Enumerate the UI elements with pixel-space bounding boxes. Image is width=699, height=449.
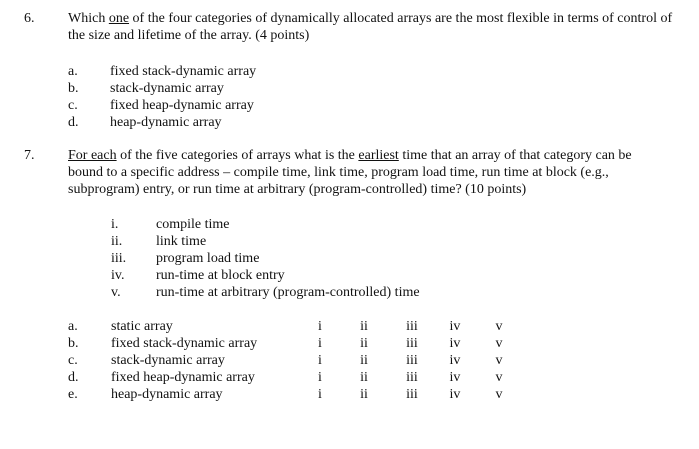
time-list-item bbox=[111, 250, 471, 267]
choice-letter: a. bbox=[68, 64, 78, 79]
option-i[interactable]: i bbox=[318, 319, 322, 334]
time-text: compile time bbox=[156, 217, 230, 232]
choice-letter: c. bbox=[68, 98, 78, 113]
time-list-item bbox=[111, 267, 471, 284]
category-text: heap-dynamic array bbox=[111, 387, 223, 402]
category-row bbox=[68, 386, 528, 403]
category-text: static array bbox=[111, 319, 173, 334]
category-row bbox=[68, 369, 528, 386]
category-text: fixed heap-dynamic array bbox=[111, 370, 255, 385]
option-ii[interactable]: ii bbox=[360, 353, 368, 368]
question-7-text bbox=[68, 147, 668, 198]
option-ii[interactable]: ii bbox=[360, 336, 368, 351]
option-v[interactable]: v bbox=[495, 336, 503, 351]
time-list-item bbox=[111, 216, 471, 233]
option-iv[interactable]: iv bbox=[449, 336, 461, 351]
option-iii[interactable]: iii bbox=[406, 370, 418, 385]
question-7-text-underlined-1: For each bbox=[68, 148, 117, 163]
question-6-choice[interactable] bbox=[68, 97, 368, 114]
option-iii[interactable]: iii bbox=[406, 353, 418, 368]
option-iii[interactable]: iii bbox=[406, 387, 418, 402]
option-i[interactable]: i bbox=[318, 336, 322, 351]
option-i[interactable]: i bbox=[318, 370, 322, 385]
time-numeral: i. bbox=[111, 217, 119, 232]
question-6-choice[interactable] bbox=[68, 80, 368, 97]
category-text: fixed stack-dynamic array bbox=[111, 336, 258, 351]
option-iv[interactable]: iv bbox=[449, 370, 461, 385]
category-letter: a. bbox=[68, 319, 78, 334]
option-i[interactable]: i bbox=[318, 353, 322, 368]
category-text: stack-dynamic array bbox=[111, 353, 225, 368]
option-iv[interactable]: iv bbox=[449, 353, 461, 368]
time-numeral: v. bbox=[111, 285, 121, 300]
question-7-number: 7. bbox=[24, 148, 35, 163]
question-6-text-post: of the four categories of dynamically allocated arrays are the most flexible in terms of control of the size and lifetime of the array. (4 points) bbox=[68, 11, 673, 43]
choice-text: fixed stack-dynamic array bbox=[110, 64, 257, 79]
time-numeral: iii. bbox=[111, 251, 127, 266]
question-7-text-underlined-2: earliest bbox=[358, 148, 399, 163]
time-text: run-time at block entry bbox=[156, 268, 285, 283]
option-iv[interactable]: iv bbox=[449, 387, 461, 402]
category-row bbox=[68, 352, 528, 369]
question-6-text-pre: Which bbox=[68, 11, 109, 26]
question-6-choice[interactable] bbox=[68, 63, 368, 80]
option-ii[interactable]: ii bbox=[360, 387, 368, 402]
category-row bbox=[68, 318, 528, 335]
question-6-text bbox=[68, 10, 678, 44]
question-7-text-mid: of the five categories of arrays what is the bbox=[116, 148, 359, 163]
option-v[interactable]: v bbox=[495, 353, 503, 368]
category-row bbox=[68, 335, 528, 352]
time-text: run-time at arbitrary (program-controlled) time bbox=[156, 285, 420, 300]
time-list-item bbox=[111, 284, 471, 301]
question-7-text-post: time that an array of that category can be bound to a specific address – compile time, link time, program load time, run time at block (e.g., subprogram) entry, or run time at arbitrary (program-controlled) time? (10 points) bbox=[68, 148, 632, 197]
question-6-number: 6. bbox=[24, 11, 35, 26]
choice-letter: b. bbox=[68, 81, 79, 96]
time-text: link time bbox=[156, 234, 207, 249]
option-v[interactable]: v bbox=[495, 370, 503, 385]
option-v[interactable]: v bbox=[495, 387, 503, 402]
option-iii[interactable]: iii bbox=[406, 319, 418, 334]
question-6-choice[interactable] bbox=[68, 114, 368, 131]
option-ii[interactable]: ii bbox=[360, 319, 368, 334]
option-ii[interactable]: ii bbox=[360, 370, 368, 385]
choice-text: stack-dynamic array bbox=[110, 81, 224, 96]
choice-letter: d. bbox=[68, 115, 79, 130]
time-numeral: ii. bbox=[111, 234, 123, 249]
category-letter: c. bbox=[68, 353, 78, 368]
choice-text: fixed heap-dynamic array bbox=[110, 98, 254, 113]
category-letter: d. bbox=[68, 370, 79, 385]
time-text: program load time bbox=[156, 251, 260, 266]
choice-text: heap-dynamic array bbox=[110, 115, 222, 130]
option-iii[interactable]: iii bbox=[406, 336, 418, 351]
option-v[interactable]: v bbox=[495, 319, 503, 334]
time-list-item bbox=[111, 233, 471, 250]
option-i[interactable]: i bbox=[318, 387, 322, 402]
time-numeral: iv. bbox=[111, 268, 125, 283]
category-letter: e. bbox=[68, 387, 78, 402]
option-iv[interactable]: iv bbox=[449, 319, 461, 334]
category-letter: b. bbox=[68, 336, 79, 351]
question-6-text-underlined: one bbox=[108, 11, 130, 26]
